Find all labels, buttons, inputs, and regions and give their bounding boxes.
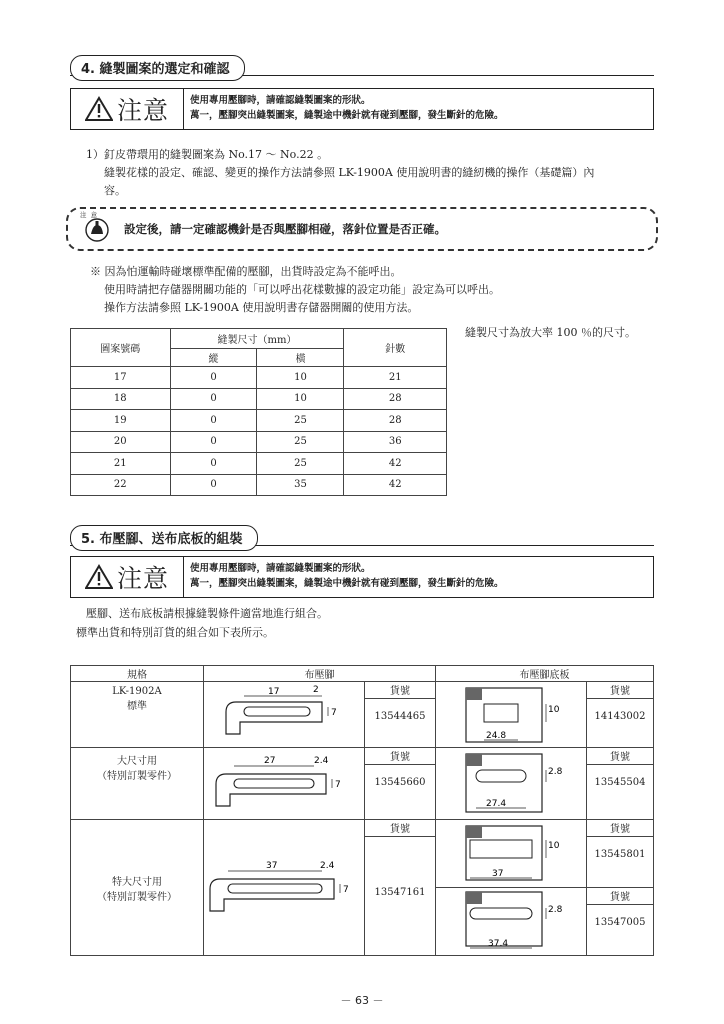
spec-type: （特別訂製零件） — [97, 891, 177, 903]
page-number: － 63 － — [340, 994, 384, 1007]
step-1-line-2: 縫製花樣的設定、確認、變更的操作方法請參照 LK-1900A 使用說明書的縫紉機的操作（基礎篇）內 — [104, 166, 595, 179]
cell-vertical: 0 — [170, 453, 257, 475]
caution-line-2: 萬一，壓腳突出縫製圖案，縫製途中機針就有碰到壓腳，發生斷針的危險。 — [190, 578, 504, 589]
cell-horizontal: 25 — [257, 431, 344, 453]
foot-part-number: 13544465 — [374, 711, 426, 722]
spec-type: （特別訂製零件） — [97, 771, 177, 782]
header-spec: 規格 — [71, 666, 204, 682]
feed-plate-drawing — [436, 748, 586, 816]
plate-dim-length: 27.4 — [486, 799, 507, 809]
header-horizontal: 橫 — [257, 349, 344, 367]
foot-part-number: 13545660 — [374, 777, 426, 788]
presser-foot-drawing — [204, 748, 362, 816]
plate-dim-length: 37 — [492, 869, 504, 879]
feed-plate-drawing — [436, 888, 586, 952]
spec-model: 特大尺寸用 — [112, 876, 162, 888]
spec-type: 標準 — [127, 701, 147, 712]
assembly-line-2: 標準出貨和特別訂貨的組合如下表所示。 — [76, 626, 274, 639]
step-1-line-3: 容。 — [104, 184, 126, 197]
spec-cell — [71, 820, 204, 956]
foot-part-number: 13547161 — [374, 887, 426, 898]
cell-pattern-no: 17 — [71, 367, 171, 389]
caution-word: 注意 — [116, 564, 169, 593]
plate-drawing-cell — [436, 820, 587, 888]
cell-stitches: 42 — [344, 474, 447, 496]
assembly-line-1: 壓腳、送布底板請根據縫製條件適當地進行組合。 — [86, 607, 328, 620]
feed-plate-drawing — [436, 682, 586, 744]
plate-part-cell — [587, 888, 654, 956]
foot-dim-length: 27 — [264, 756, 276, 766]
part-label: 貨號 — [587, 820, 653, 837]
cell-horizontal: 10 — [257, 388, 344, 410]
plate-dim-height: 2.8 — [548, 767, 563, 777]
part-label: 貨號 — [365, 820, 435, 837]
caution-label — [71, 89, 184, 129]
table-row — [71, 367, 447, 389]
header-pattern-no: 圖案號碼 — [71, 329, 171, 367]
foot-part-cell — [365, 748, 436, 820]
pattern-table — [70, 328, 447, 496]
part-label: 貨號 — [587, 748, 653, 765]
header-feed-plate: 布壓腳底板 — [436, 666, 654, 682]
notice-icon — [80, 212, 114, 244]
foot-dim-height: 7 — [335, 780, 341, 790]
cell-horizontal: 10 — [257, 367, 344, 389]
header-sewing-size: 縫製尺寸（mm） — [170, 329, 344, 349]
note-line-3: 操作方法請參照 LK-1900A 使用說明書存儲器開關的使用方法。 — [104, 301, 419, 314]
size-side-note: 縫製尺寸為放大率 100 ％的尺寸。 — [465, 326, 636, 339]
plate-drawing-cell — [436, 682, 587, 748]
step-1-line-1: 1）釘皮帶環用的縫製圖案為 No.17 ～ No.22 。 — [86, 148, 329, 161]
foot-dim-gap: 2.4 — [320, 861, 335, 871]
plate-part-number: 13545801 — [594, 849, 646, 860]
plate-part-cell — [587, 682, 654, 748]
caution-box — [70, 556, 654, 598]
cell-pattern-no: 22 — [71, 474, 171, 496]
cell-pattern-no: 21 — [71, 453, 171, 475]
foot-dim-height: 7 — [343, 885, 349, 895]
table-row — [71, 431, 447, 453]
cell-pattern-no: 18 — [71, 388, 171, 410]
notice-icon-label: 注 意 — [80, 211, 99, 219]
table-row — [71, 820, 654, 888]
cell-vertical: 0 — [170, 388, 257, 410]
part-label: 貨號 — [587, 888, 653, 905]
caution-line-1: 使用專用壓腳時，請確認縫製圖案的形狀。 — [190, 95, 371, 106]
foot-part-cell — [365, 682, 436, 748]
plate-dim-length: 24.8 — [486, 731, 507, 741]
part-label: 貨號 — [587, 682, 653, 699]
spec-model: LK-1902A — [112, 686, 162, 697]
parts-table — [70, 665, 654, 956]
cell-stitches: 21 — [344, 367, 447, 389]
plate-dim-height: 2.8 — [548, 905, 563, 915]
plate-dim-height: 10 — [548, 705, 560, 715]
foot-dim-gap: 2.4 — [314, 756, 329, 766]
plate-part-number: 13547005 — [594, 917, 646, 928]
note-line-2: 使用時請把存儲器開關功能的「可以呼出花樣數據的設定功能」設定為可以呼出。 — [104, 283, 500, 296]
cell-horizontal: 25 — [257, 453, 344, 475]
caution-box — [70, 88, 654, 130]
cell-horizontal: 25 — [257, 410, 344, 432]
header-presser-foot: 布壓腳 — [204, 666, 436, 682]
table-row — [71, 748, 654, 820]
foot-drawing-cell — [204, 682, 365, 748]
note-line-1: ※ 因為怕運輸時碰壞標準配備的壓腳，出貨時設定為不能呼出。 — [90, 265, 402, 278]
table-row — [71, 388, 447, 410]
cell-vertical: 0 — [170, 410, 257, 432]
caution-label — [71, 557, 184, 597]
plate-drawing-cell — [436, 888, 587, 956]
table-row — [71, 682, 654, 748]
presser-foot-drawing — [204, 851, 362, 921]
warning-triangle-icon — [85, 96, 113, 122]
cell-stitches: 28 — [344, 410, 447, 432]
foot-drawing-cell — [204, 748, 365, 820]
plate-part-number: 13545504 — [594, 777, 646, 788]
spec-cell — [71, 682, 204, 748]
plate-dim-height: 10 — [548, 841, 560, 851]
cell-vertical: 0 — [170, 431, 257, 453]
cell-stitches: 36 — [344, 431, 447, 453]
caution-line-2: 萬一，壓腳突出縫製圖案，縫製途中機針就有碰到壓腳，發生斷針的危險。 — [190, 110, 504, 121]
part-label: 貨號 — [365, 748, 435, 765]
cell-stitches: 28 — [344, 388, 447, 410]
spec-model: 大尺寸用 — [117, 756, 157, 767]
foot-dim-height: 7 — [331, 708, 337, 718]
foot-drawing-cell — [204, 820, 365, 956]
header-stitches: 針數 — [344, 329, 447, 367]
foot-dim-gap: 2 — [313, 685, 319, 695]
cell-vertical: 0 — [170, 367, 257, 389]
plate-dim-length: 37.4 — [488, 939, 509, 949]
table-row — [71, 410, 447, 432]
notice-text: 設定後，請一定確認機針是否與壓腳相碰，落針位置是否正確。 — [124, 222, 446, 236]
foot-part-cell — [365, 820, 436, 956]
warning-triangle-icon — [85, 564, 113, 590]
cell-pattern-no: 20 — [71, 431, 171, 453]
plate-part-number: 14143002 — [594, 711, 646, 722]
table-row — [71, 474, 447, 496]
foot-dim-length: 37 — [266, 861, 278, 871]
caution-word: 注意 — [116, 96, 169, 125]
header-vertical: 縱 — [170, 349, 257, 367]
cell-stitches: 42 — [344, 453, 447, 475]
caution-line-1: 使用專用壓腳時，請確認縫製圖案的形狀。 — [190, 563, 371, 574]
cell-pattern-no: 19 — [71, 410, 171, 432]
foot-dim-length: 17 — [268, 687, 280, 697]
cell-horizontal: 35 — [257, 474, 344, 496]
presser-foot-drawing — [204, 682, 362, 744]
section-5-title: 5. 布壓腳、送布底板的組裝 — [70, 525, 258, 551]
spec-cell — [71, 748, 204, 820]
plate-drawing-cell — [436, 748, 587, 820]
feed-plate-drawing — [436, 820, 586, 884]
section-4-title: 4. 縫製圖案的選定和確認 — [70, 55, 245, 81]
table-row — [71, 453, 447, 475]
plate-part-cell — [587, 748, 654, 820]
part-label: 貨號 — [365, 682, 435, 699]
plate-part-cell — [587, 820, 654, 888]
cell-vertical: 0 — [170, 474, 257, 496]
